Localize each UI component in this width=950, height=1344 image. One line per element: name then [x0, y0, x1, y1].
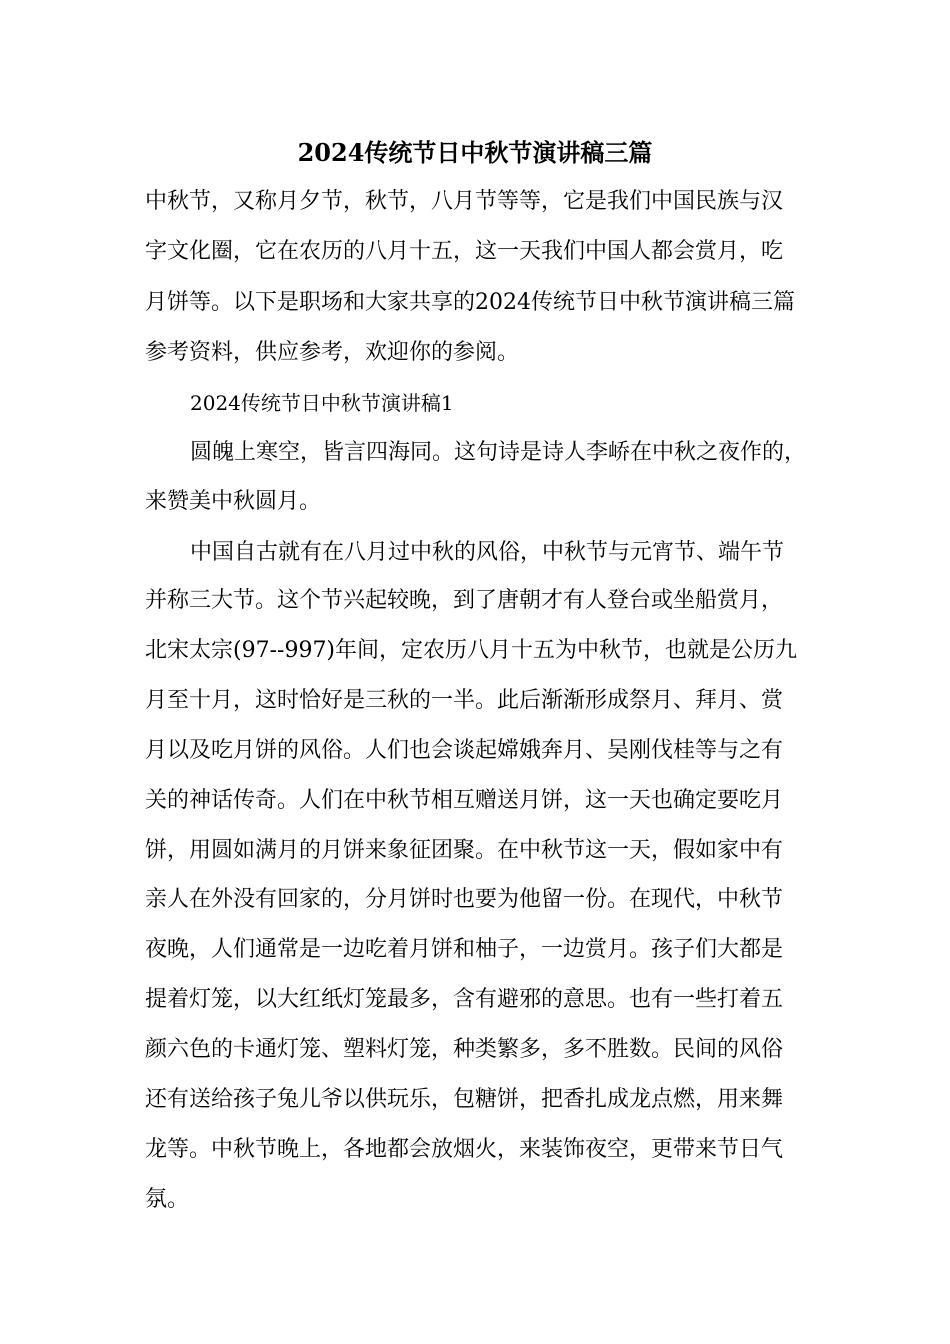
document-title: 2024传统节日中秋节演讲稿三篇 [297, 138, 653, 167]
para2-line-7: 饼，用圆如满月的月饼来象征团聚。在中秋节这一天，假如家中有 [145, 838, 784, 863]
section-heading: 2024传统节日中秋节演讲稿1 [190, 391, 454, 415]
para2-line-3: 北宋太宗(97--997)年间，定农历八月十五为中秋节，也就是公历九 [145, 638, 798, 663]
para1-line-2: 来赞美中秋圆月。 [145, 489, 322, 514]
intro-line-4: 参考资料，供应参考，欢迎你的参阅。 [145, 340, 520, 365]
intro-line-3: 月饼等。以下是职场和大家共享的2024传统节日中秋节演讲稿三篇 [145, 290, 795, 315]
para2-line-6: 关的神话传奇。人们在中秋节相互赠送月饼，这一天也确定要吃月 [145, 788, 784, 813]
para2-line-11: 颜六色的卡通灯笼、塑料灯笼，种类繁多，多不胜数。民间的风俗 [145, 1037, 784, 1062]
para2-line-9: 夜晚，人们通常是一边吃着月饼和柚子，一边赏月。孩子们大都是 [145, 937, 784, 962]
para2-line-4: 月至十月，这时恰好是三秋的一半。此后渐渐形成祭月、拜月、赏 [145, 688, 784, 713]
para2-line-8: 亲人在外没有回家的，分月饼时也要为他留一份。在现代，中秋节 [145, 887, 784, 912]
para1-line-1: 圆魄上寒空，皆言四海同。这句诗是诗人李峤在中秋之夜作的， [190, 440, 807, 465]
intro-line-1: 中秋节，又称月夕节，秋节，八月节等等，它是我们中国民族与汉 [145, 189, 784, 214]
para2-line-13: 龙等。中秋节晚上，各地都会放烟火，来装饰夜空，更带来节日气 [145, 1137, 784, 1162]
para2-line-12: 还有送给孩子兔儿爷以供玩乐，包糖饼，把香扎成龙点燃，用来舞 [145, 1087, 784, 1112]
intro-line-2: 字文化圈，它在农历的八月十五，这一天我们中国人都会赏月，吃 [145, 239, 784, 264]
para2-line-5: 月以及吃月饼的风俗。人们也会谈起嫦娥奔月、吴刚伐桂等与之有 [145, 738, 784, 763]
para2-line-10: 提着灯笼，以大红纸灯笼最多，含有避邪的意思。也有一些打着五 [145, 987, 784, 1012]
para2-line-14: 氛。 [145, 1187, 190, 1212]
para2-line-1: 中国自古就有在八月过中秋的风俗，中秋节与元宵节、端午节 [190, 540, 785, 565]
para2-line-2: 并称三大节。这个节兴起较晚，到了唐朝才有人登台或坐船赏月， [145, 588, 784, 613]
